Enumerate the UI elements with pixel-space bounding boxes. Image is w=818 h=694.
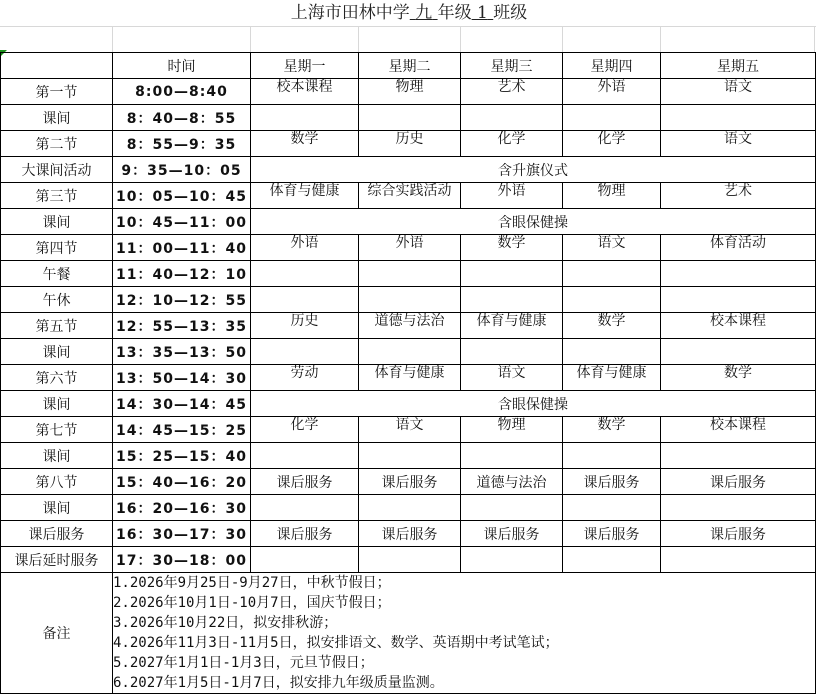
subject-cell: 校本课程 (661, 417, 816, 443)
subject-cell: 课后服务 (661, 521, 816, 547)
schedule-row (1, 235, 816, 261)
section-cell: 课间 (1, 209, 113, 235)
schedule-row (1, 131, 816, 157)
time-cell: 12：10—12：55 (113, 287, 251, 313)
subject-cell (461, 105, 563, 131)
subject-cell (359, 105, 461, 131)
activity-span-cell: 含升旗仪式 (251, 157, 816, 183)
grade-value: 九 (415, 3, 433, 23)
subject-cell: 数学 (563, 417, 661, 443)
subject-cell: 历史 (359, 131, 461, 157)
subject-cell (563, 261, 661, 287)
subject-cell: 艺术 (661, 183, 816, 209)
class-label: 班级 (493, 3, 528, 23)
section-cell: 第一节 (1, 79, 113, 105)
schedule-row (1, 313, 816, 339)
section-cell: 课后服务 (1, 521, 113, 547)
section-cell: 第七节 (1, 417, 113, 443)
subject-cell: 体育与健康 (359, 365, 461, 391)
subject-cell (661, 547, 816, 573)
subject-cell (661, 105, 816, 131)
subject-cell (251, 443, 359, 469)
subject-cell: 数学 (661, 365, 816, 391)
subject-cell: 课后服务 (563, 521, 661, 547)
subject-cell: 课后服务 (661, 469, 816, 495)
time-cell: 10：45—11：00 (113, 209, 251, 235)
subject-cell (661, 287, 816, 313)
section-cell: 第四节 (1, 235, 113, 261)
schedule-row (1, 105, 816, 131)
subject-cell: 语文 (359, 417, 461, 443)
schedule-row (1, 287, 816, 313)
subject-cell: 数学 (461, 235, 563, 261)
subject-cell: 语文 (661, 79, 816, 105)
day-header: 星期三 (461, 53, 563, 79)
section-cell: 午餐 (1, 261, 113, 287)
subject-cell: 语文 (461, 365, 563, 391)
subject-cell: 物理 (461, 417, 563, 443)
subject-cell (563, 547, 661, 573)
section-cell: 课间 (1, 391, 113, 417)
subject-cell: 道德与法治 (359, 313, 461, 339)
time-header: 时间 (113, 53, 251, 79)
time-cell: 11：40—12：10 (113, 261, 251, 287)
subject-cell (661, 261, 816, 287)
notes-label: 备注 (1, 573, 113, 694)
note-item: 4.2026年11月3日-11月5日，拟安排语文、数学、英语期中考试笔试； (113, 635, 559, 651)
subject-cell: 外语 (461, 183, 563, 209)
note-item: 3.2026年10月22日，拟安排秋游； (113, 615, 338, 631)
time-cell: 11：00—11：40 (113, 235, 251, 261)
subject-cell (251, 547, 359, 573)
subject-cell: 课后服务 (563, 469, 661, 495)
subject-cell: 物理 (563, 183, 661, 209)
note-item: 1.2026年9月25日-9月27日，中秋节假日； (113, 575, 391, 591)
grade-label: 年级 (437, 3, 472, 23)
subject-cell: 化学 (563, 131, 661, 157)
subject-cell (461, 339, 563, 365)
subject-cell (661, 495, 816, 521)
time-cell: 14：45—15：25 (113, 417, 251, 443)
subject-cell (563, 339, 661, 365)
subject-cell: 课后服务 (251, 469, 359, 495)
page-title (0, 0, 818, 26)
time-cell: 15：40—16：20 (113, 469, 251, 495)
time-cell: 10：05—10：45 (113, 183, 251, 209)
time-cell: 16：20—16：30 (113, 495, 251, 521)
empty-grid-row (0, 26, 815, 52)
schedule-row (1, 209, 816, 235)
note-item: 5.2027年1月1日-1月3日，元旦节假日； (113, 655, 374, 671)
subject-cell (251, 495, 359, 521)
section-cell: 第五节 (1, 313, 113, 339)
school-name: 上海市田林中学 (290, 3, 410, 23)
note-item: 6.2027年1月5日-1月7日，拟安排九年级质量监测。 (113, 675, 444, 691)
day-header: 星期二 (359, 53, 461, 79)
section-cell: 课间 (1, 495, 113, 521)
subject-cell (461, 547, 563, 573)
subject-cell: 语文 (661, 131, 816, 157)
subject-cell (563, 105, 661, 131)
subject-cell: 外语 (359, 235, 461, 261)
schedule-row (1, 79, 816, 105)
time-cell: 14：30—14：45 (113, 391, 251, 417)
subject-cell: 外语 (563, 79, 661, 105)
corner-cell (1, 53, 113, 79)
subject-cell: 校本课程 (661, 313, 816, 339)
activity-span-cell: 含眼保健操 (251, 391, 816, 417)
subject-cell (359, 443, 461, 469)
subject-cell: 道德与法治 (461, 469, 563, 495)
schedule-row (1, 417, 816, 443)
note-item: 2.2026年10月1日-10月7日，国庆节假日； (113, 595, 391, 611)
subject-cell: 课后服务 (251, 521, 359, 547)
day-header: 星期一 (251, 53, 359, 79)
schedule-row (1, 521, 816, 547)
schedule-row (1, 391, 816, 417)
subject-cell: 化学 (251, 417, 359, 443)
subject-cell: 课后服务 (359, 521, 461, 547)
subject-cell (461, 261, 563, 287)
time-cell: 13：50—14：30 (113, 365, 251, 391)
time-cell: 12：55—13：35 (113, 313, 251, 339)
section-cell: 午休 (1, 287, 113, 313)
section-cell: 课间 (1, 339, 113, 365)
subject-cell: 数学 (563, 313, 661, 339)
day-header: 星期四 (563, 53, 661, 79)
schedule-table (0, 52, 816, 694)
schedule-row (1, 547, 816, 573)
subject-cell: 物理 (359, 79, 461, 105)
subject-cell (359, 339, 461, 365)
day-header: 星期五 (661, 53, 816, 79)
subject-cell (563, 495, 661, 521)
schedule-row (1, 443, 816, 469)
activity-span-cell: 含眼保健操 (251, 209, 816, 235)
section-cell: 第三节 (1, 183, 113, 209)
subject-cell (563, 287, 661, 313)
time-cell: 8：40—8：55 (113, 105, 251, 131)
time-cell: 13：35—13：50 (113, 339, 251, 365)
section-cell: 大课间活动 (1, 157, 113, 183)
time-cell: 8：55—9：35 (113, 131, 251, 157)
subject-cell: 化学 (461, 131, 563, 157)
time-cell: 17：30—18：00 (113, 547, 251, 573)
subject-cell (661, 443, 816, 469)
section-cell: 课间 (1, 105, 113, 131)
time-cell: 8:00—8:40 (113, 79, 251, 105)
subject-cell: 外语 (251, 235, 359, 261)
subject-cell: 历史 (251, 313, 359, 339)
section-cell: 第二节 (1, 131, 113, 157)
subject-cell (251, 339, 359, 365)
schedule-row (1, 261, 816, 287)
schedule-row (1, 183, 816, 209)
subject-cell (359, 547, 461, 573)
subject-cell: 体育与健康 (251, 183, 359, 209)
subject-cell (251, 261, 359, 287)
subject-cell (359, 261, 461, 287)
schedule-row (1, 365, 816, 391)
notes-cell (113, 573, 816, 694)
subject-cell (359, 287, 461, 313)
time-cell: 9：35—10：05 (113, 157, 251, 183)
subject-cell (251, 105, 359, 131)
time-cell: 15：25—15：40 (113, 443, 251, 469)
subject-cell (661, 339, 816, 365)
header-row (1, 53, 816, 79)
time-cell: 16：30—17：30 (113, 521, 251, 547)
subject-cell (461, 495, 563, 521)
schedule-row (1, 469, 816, 495)
subject-cell: 体育与健康 (461, 313, 563, 339)
schedule-row (1, 495, 816, 521)
subject-cell: 艺术 (461, 79, 563, 105)
subject-cell: 劳动 (251, 365, 359, 391)
subject-cell (461, 287, 563, 313)
subject-cell: 语文 (563, 235, 661, 261)
subject-cell (251, 287, 359, 313)
subject-cell: 校本课程 (251, 79, 359, 105)
schedule-row (1, 339, 816, 365)
subject-cell (359, 495, 461, 521)
subject-cell: 体育与健康 (563, 365, 661, 391)
subject-cell: 课后服务 (461, 521, 563, 547)
subject-cell (563, 443, 661, 469)
subject-cell (461, 443, 563, 469)
subject-cell: 数学 (251, 131, 359, 157)
section-cell: 第六节 (1, 365, 113, 391)
subject-cell: 综合实践活动 (359, 183, 461, 209)
class-value: 1 (476, 3, 488, 23)
subject-cell: 课后服务 (359, 469, 461, 495)
section-cell: 课间 (1, 443, 113, 469)
schedule-row (1, 157, 816, 183)
section-cell: 课后延时服务 (1, 547, 113, 573)
section-cell: 第八节 (1, 469, 113, 495)
subject-cell: 体育活动 (661, 235, 816, 261)
notes-row (1, 573, 816, 694)
